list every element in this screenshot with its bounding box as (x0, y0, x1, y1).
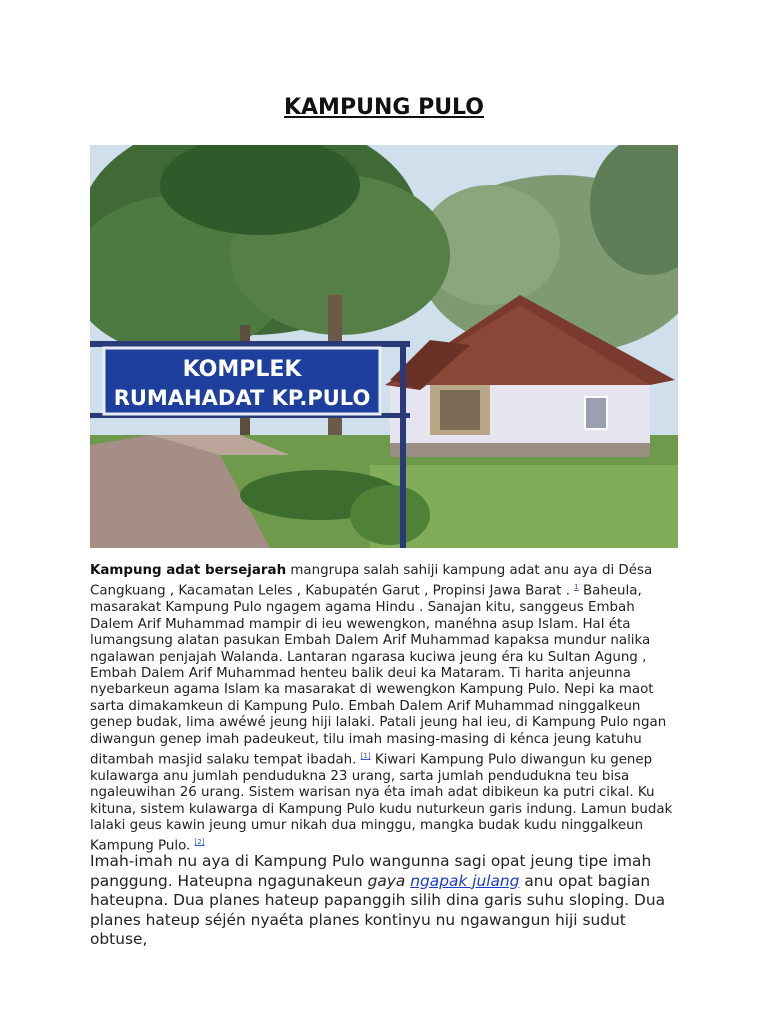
reference-1[interactable]: 1 (574, 583, 579, 592)
link-kecamatan[interactable]: Kacamatan Leles (178, 583, 293, 599)
house-paragraph (90, 852, 686, 950)
link-hindu[interactable]: Hindu (375, 600, 415, 616)
sign-line-1: KOMPLEK (182, 357, 302, 382)
reference-3[interactable]: [2] (194, 838, 205, 847)
reference-2[interactable]: [1] (360, 751, 371, 760)
text-run: Baheula, masarakat Kampung Pulo ngagem agama (90, 583, 642, 616)
page-title: KAMPUNG PULO (283, 95, 484, 120)
text-run: . Sanajan kitu, sanggeus Embah Dalem Arif Muhammad mampir di ieu wewengkon, manéhna asup Islam. Hal éta lumangsung alatan pasukan Embah Dalem Arif Muhammad kapaksa mundur nalika ngalawan penjajah Walanda. Lantaran ngarasa kuciwa jeung éra ku Sultan Agung , Embah Dalem Arif Muhammad henteu balik deui ka Mataram. Ti harita anjeunna nyebarkeun agama Islam ka masarakat di wewengkon Kampung Pulo. Nepi ka maot sarta dimakamkeun di Kampung Pulo. Embah Dalem Arif Muhammad ninggalkeun genep budak, lima awéwé jeung hiji lalaki. Patali jeung hal ieu, di Kampung Pulo ngan diwangun genep imah padeukeut, tilu imah masing-masing di kénca jeung katuhu ditambah masjid salaku tempat ibadah. (90, 600, 667, 768)
text-run: anu opat bagian hateupna. Dua planes hateup papanggih silih dina garis suhu sloping. Dua planes hateup séjén nyaéta planes kontinyu nu ngawangun hiji sudut obtuse, (90, 871, 666, 949)
text-run: , (419, 583, 433, 599)
text-run: , (292, 583, 306, 599)
text-run: mangrupa salah sahiji kampung adat anu aya di (286, 563, 619, 578)
text-run: . (561, 583, 575, 599)
link-desa[interactable]: Désa Cangkuang (90, 563, 653, 599)
italic-gaya: gaya (367, 871, 406, 890)
text-run: Kiwari Kampung Pulo diwangun ku genep kulawarga anu jumlah pendudukna 23 urang, sarta jumlah pendudukna teu bisa ngaleuwihan 26 urang. Sistem warisan nya éta imah adat dibikeun ka putri cikal. Ku kituna, sistem kulawarga di Kampung Pulo kudu nuturkeun garis indung. Lamun budak lalaki geus kawin jeung umur nikah dua minggu, mangka budak kudu ninggalkeun Kampung Pulo. (90, 752, 673, 854)
link-propinsi[interactable]: Propinsi Jawa Barat (432, 583, 562, 599)
text-run: , (165, 583, 179, 599)
text-run: Imah-imah nu aya di Kampung Pulo wangunna sagi opat jeung tipe imah panggung. Hateupna ngagunakeun (90, 852, 652, 890)
intro-paragraph (90, 563, 682, 855)
bold-lead: Kampung adat bersejarah (90, 563, 287, 578)
link-ngapak-julang[interactable]: ngapak julang (410, 871, 520, 890)
link-kabupaten[interactable]: Kabupatén Garut (305, 583, 420, 599)
sign-line-2: RUMAHADAT KP.PULO (113, 386, 371, 410)
kampung-pulo-photo (90, 145, 678, 548)
